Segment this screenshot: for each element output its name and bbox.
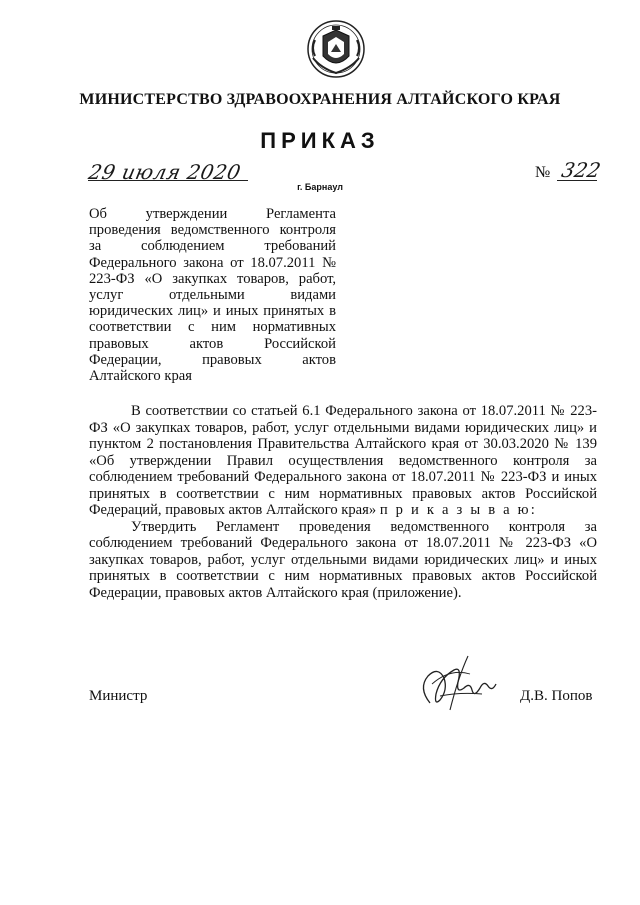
order-word: п р и к а з ы в а ю: bbox=[379, 502, 538, 518]
city-label: г. Барнаул bbox=[297, 182, 343, 192]
ministry-name: МИНИСТЕРСТВО ЗДРАВООХРАНЕНИЯ АЛТАЙСКОГО КРАЯ bbox=[79, 91, 561, 108]
order-body bbox=[89, 403, 597, 601]
number-underline bbox=[557, 180, 597, 181]
handwritten-signature-icon bbox=[410, 648, 505, 718]
altai-coat-of-arms-icon bbox=[301, 18, 371, 80]
order-date: 29 июля 2020 bbox=[86, 160, 244, 184]
order-subject: Об утверждении Регламента проведения ведомственного контроля за соблюдением требований Федерального закона от 18.07.2011 № 223-ФЗ «О закупках товаров, работ, услуг отдельными видами юридических лиц» и иных принятых в соответствии с ним нормативных правовых актов Российской Федерации, правовых актов Алтайского края bbox=[89, 206, 336, 385]
signer-name: Д.В. Попов bbox=[520, 688, 593, 704]
body-paragraph-2: Утвердить Регламент проведения ведомственного контроля за соблюдением требований Федерального закона от 18.07.2011 № 223-ФЗ «О закупках товаров, работ, услуг отдельными видами юридических лиц» и иных принятых в соответствии с ним нормативных правовых актов Российской Федерации, правовых актов Алтайского края (приложение). bbox=[89, 518, 597, 601]
preamble-text: В соответствии со статьей 6.1 Федерального закона от 18.07.2011 № 223-ФЗ «О закупках товаров, работ, услуг отдельными видами юридических лиц» и пунктом 2 постановления Правительства Алтайского края от 30.03.2020 № 139 «Об утверждении Правил осуществления ведомственного контроля за соблюдением требований Федерального закона от 18.07.2011 № 223-ФЗ и иных принятых в соответствии с ним нормативных правовых актов Российской Федераций, правовых актов Алтайского края» bbox=[89, 403, 597, 518]
date-underline bbox=[88, 180, 248, 181]
order-number-label: № bbox=[535, 164, 551, 181]
body-paragraph-1 bbox=[89, 403, 597, 519]
order-number: 322 bbox=[559, 158, 603, 182]
signer-position: Министр bbox=[89, 688, 148, 704]
document-type-title: ПРИКАЗ bbox=[260, 128, 380, 153]
